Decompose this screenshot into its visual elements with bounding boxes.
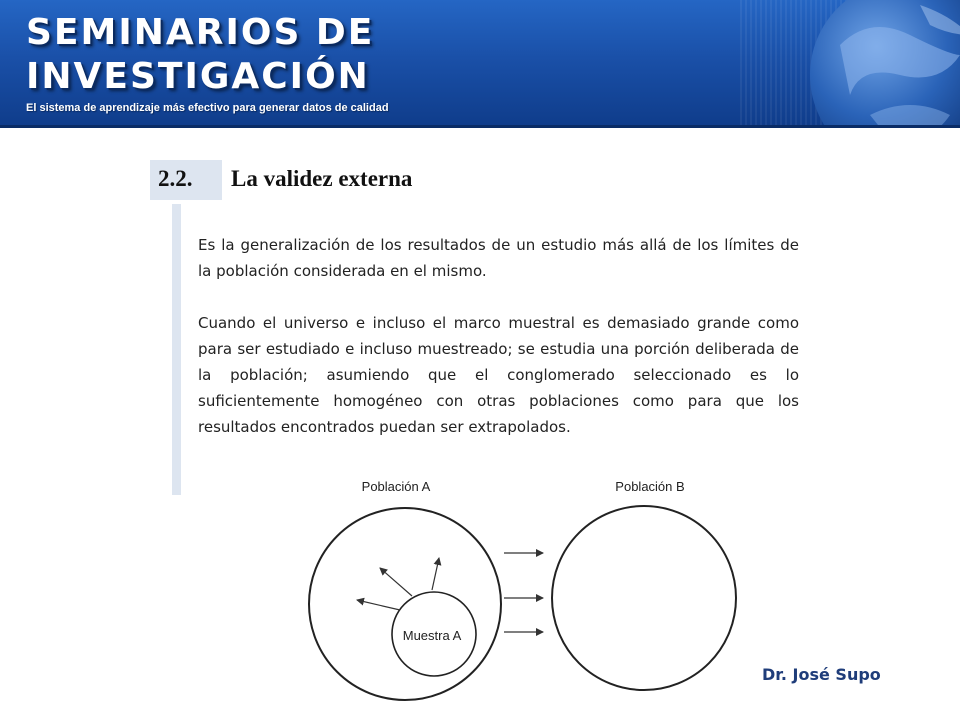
header-title-line1: SEMINARIOS DE <box>26 12 375 53</box>
paragraph-explanation: Cuando el universo e incluso el marco muestral es demasiado grande como para ser estudiado e incluso muestreado; se estudia una porción deliberada de la población; asumiendo que el conglomerado seleccionado es lo suficientemente homogéneo con otras poblaciones como para que los resultados encontrados puedan ser extrapolados. <box>198 314 799 436</box>
population-diagram <box>300 472 750 712</box>
label-population-a: Población A <box>361 479 431 494</box>
section-number: 2.2. <box>158 166 193 191</box>
label-sample-a: Muestra A <box>402 628 462 643</box>
label-population-b: Población B <box>615 479 685 494</box>
header-subtitle: El sistema de aprendizaje más efectivo para generar datos de calidad <box>26 102 389 114</box>
population-b-circle <box>552 506 736 690</box>
banner-divider <box>0 125 960 128</box>
header-banner <box>0 0 960 128</box>
paragraph-definition: Es la generalización de los resultados de un estudio más allá de los límites de la población considerada en el mismo. <box>198 236 799 280</box>
header-title-line2: INVESTIGACIÓN <box>26 56 370 97</box>
section-title: La validez externa <box>231 166 413 191</box>
globe-icon <box>800 0 960 128</box>
author-credit: Dr. José Supo <box>762 665 881 684</box>
section-side-bar <box>172 204 181 495</box>
